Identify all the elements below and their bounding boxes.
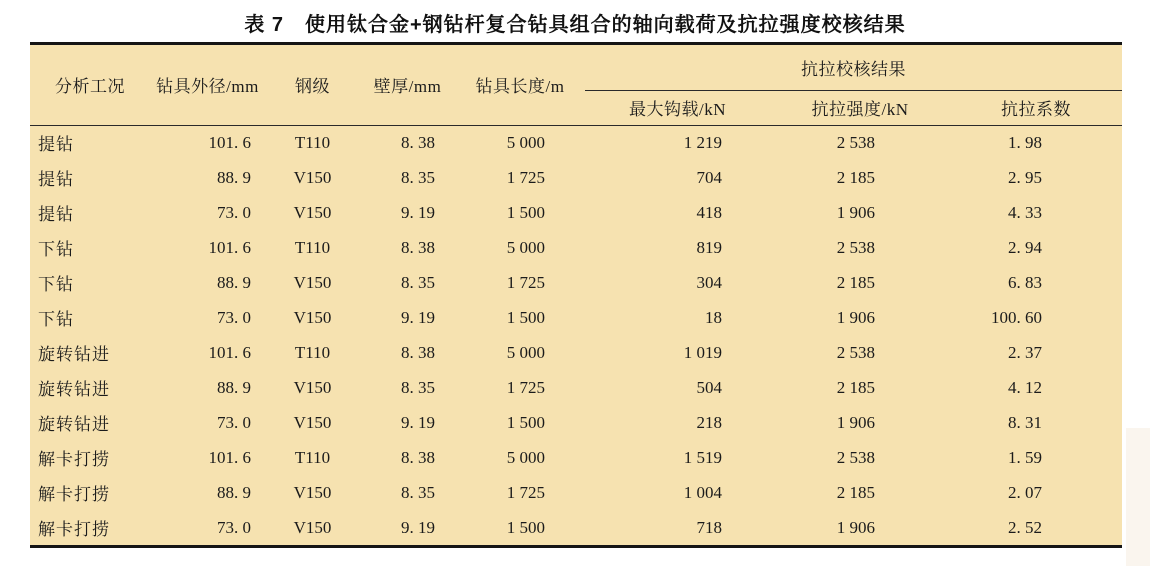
results-table — [30, 45, 1122, 545]
table-row — [30, 265, 1122, 300]
cell-max-hook-load-kn: 18 — [705, 307, 722, 327]
cell-wall-thickness-mm: 8. 35 — [401, 482, 435, 502]
col-header-tool-length: 钻具长度/m — [455, 45, 585, 125]
cell-tensile-strength-kn: 2 185 — [836, 272, 875, 292]
cell-tensile-strength-kn: 2 538 — [836, 237, 875, 257]
cell-steel-grade: T110 — [294, 447, 331, 467]
cell-outer-diameter-mm: 88. 9 — [217, 272, 251, 292]
cell-tool-length-m: 1 725 — [506, 272, 545, 292]
cell-tensile-strength-kn: 2 538 — [836, 342, 875, 362]
table-header — [30, 45, 1122, 125]
cell-outer-diameter-mm: 101. 6 — [208, 132, 251, 152]
cell-outer-diameter-mm: 73. 0 — [217, 307, 251, 327]
cell-tensile-safety-factor: 8. 31 — [1008, 412, 1042, 432]
cell-tool-length-m: 1 725 — [506, 377, 545, 397]
group-header-tensile-check: 抗拉校核结果 — [585, 45, 1122, 90]
col-header-tensile-strength: 抗拉强度/kN — [770, 90, 950, 125]
cell-wall-thickness-mm: 9. 19 — [401, 517, 435, 537]
cell-steel-grade: V150 — [293, 202, 332, 222]
cell-outer-diameter-mm: 88. 9 — [217, 167, 251, 187]
cell-outer-diameter-mm: 73. 0 — [217, 517, 251, 537]
cell-tensile-safety-factor: 2. 94 — [1008, 237, 1042, 257]
cell-tensile-strength-kn: 1 906 — [836, 202, 875, 222]
cell-tool-length-m: 1 725 — [506, 167, 545, 187]
cell-tensile-strength-kn: 2 185 — [836, 482, 875, 502]
cell-condition: 提钻 — [38, 135, 74, 155]
cell-outer-diameter-mm: 101. 6 — [208, 342, 251, 362]
cell-wall-thickness-mm: 9. 19 — [401, 412, 435, 432]
cell-wall-thickness-mm: 8. 38 — [401, 237, 435, 257]
cell-outer-diameter-mm: 101. 6 — [208, 447, 251, 467]
cell-max-hook-load-kn: 1 019 — [683, 342, 722, 362]
results-table-panel — [30, 42, 1122, 548]
col-header-wall-thickness: 壁厚/mm — [360, 45, 455, 125]
cell-max-hook-load-kn: 504 — [696, 377, 722, 397]
cell-max-hook-load-kn: 1 519 — [683, 447, 722, 467]
cell-tool-length-m: 1 500 — [506, 517, 545, 537]
cell-tensile-safety-factor: 2. 95 — [1008, 167, 1042, 187]
table-row — [30, 510, 1122, 545]
cell-outer-diameter-mm: 88. 9 — [217, 377, 251, 397]
cell-max-hook-load-kn: 1 219 — [683, 132, 722, 152]
cell-steel-grade: V150 — [293, 517, 332, 537]
header-row-1 — [30, 45, 1122, 90]
cell-max-hook-load-kn: 704 — [696, 167, 722, 187]
table-title: 表 7 使用钛合金+钢钻杆复合钻具组合的轴向载荷及抗拉强度校核结果 — [244, 14, 906, 36]
col-header-steel-grade: 钢级 — [265, 45, 360, 125]
cell-wall-thickness-mm: 8. 35 — [401, 167, 435, 187]
table-row — [30, 160, 1122, 195]
scan-artifact — [1126, 428, 1150, 566]
cell-steel-grade: V150 — [293, 272, 332, 292]
table-row — [30, 195, 1122, 230]
cell-tool-length-m: 1 725 — [506, 482, 545, 502]
cell-tensile-safety-factor: 1. 59 — [1008, 447, 1042, 467]
table-row — [30, 125, 1122, 160]
cell-tensile-strength-kn: 1 906 — [836, 307, 875, 327]
cell-condition: 旋转钻进 — [38, 415, 110, 434]
table-row — [30, 440, 1122, 475]
cell-outer-diameter-mm: 73. 0 — [217, 412, 251, 432]
col-header-condition: 分析工况 — [30, 45, 150, 125]
cell-tensile-safety-factor: 2. 37 — [1008, 342, 1042, 362]
cell-tool-length-m: 1 500 — [506, 202, 545, 222]
cell-condition: 下钻 — [38, 240, 74, 259]
cell-steel-grade: T110 — [294, 342, 331, 362]
cell-tool-length-m: 1 500 — [506, 412, 545, 432]
cell-tensile-safety-factor: 2. 07 — [1008, 482, 1042, 502]
cell-tensile-safety-factor: 2. 52 — [1008, 517, 1042, 537]
cell-tool-length-m: 5 000 — [506, 132, 545, 152]
cell-max-hook-load-kn: 418 — [696, 202, 722, 222]
cell-outer-diameter-mm: 88. 9 — [217, 482, 251, 502]
cell-tool-length-m: 5 000 — [506, 447, 545, 467]
cell-max-hook-load-kn: 819 — [696, 237, 722, 257]
cell-condition: 下钻 — [38, 275, 74, 294]
cell-wall-thickness-mm: 8. 35 — [401, 272, 435, 292]
cell-tensile-strength-kn: 1 906 — [836, 517, 875, 537]
cell-condition: 下钻 — [38, 310, 74, 329]
table-row — [30, 300, 1122, 335]
table-row — [30, 335, 1122, 370]
cell-steel-grade: V150 — [293, 167, 332, 187]
cell-condition: 旋转钻进 — [38, 345, 110, 364]
cell-condition: 解卡打捞 — [38, 520, 110, 539]
cell-outer-diameter-mm: 101. 6 — [208, 237, 251, 257]
col-header-tensile-factor: 抗拉系数 — [950, 90, 1122, 125]
table-row — [30, 230, 1122, 265]
cell-condition: 提钻 — [38, 205, 74, 224]
cell-tool-length-m: 1 500 — [506, 307, 545, 327]
cell-tool-length-m: 5 000 — [506, 342, 545, 362]
cell-wall-thickness-mm: 9. 19 — [401, 307, 435, 327]
col-header-outer-diameter: 钻具外径/mm — [150, 45, 265, 125]
cell-tensile-strength-kn: 2 185 — [836, 377, 875, 397]
cell-steel-grade: V150 — [293, 377, 332, 397]
cell-tensile-strength-kn: 1 906 — [836, 412, 875, 432]
table-row — [30, 370, 1122, 405]
cell-tensile-strength-kn: 2 538 — [836, 132, 875, 152]
cell-steel-grade: V150 — [293, 482, 332, 502]
col-header-max-hook-load: 最大钩载/kN — [585, 90, 770, 125]
cell-steel-grade: V150 — [293, 307, 332, 327]
cell-tool-length-m: 5 000 — [506, 237, 545, 257]
cell-tensile-safety-factor: 1. 98 — [1008, 132, 1042, 152]
cell-tensile-strength-kn: 2 538 — [836, 447, 875, 467]
cell-wall-thickness-mm: 9. 19 — [401, 202, 435, 222]
cell-max-hook-load-kn: 218 — [696, 412, 722, 432]
cell-wall-thickness-mm: 8. 38 — [401, 132, 435, 152]
cell-steel-grade: T110 — [294, 132, 331, 152]
cell-wall-thickness-mm: 8. 38 — [401, 447, 435, 467]
cell-max-hook-load-kn: 718 — [696, 517, 722, 537]
cell-tensile-safety-factor: 6. 83 — [1008, 272, 1042, 292]
cell-steel-grade: V150 — [293, 412, 332, 432]
cell-max-hook-load-kn: 1 004 — [683, 482, 722, 502]
cell-condition: 解卡打捞 — [38, 485, 110, 504]
cell-tensile-safety-factor: 4. 33 — [1008, 202, 1042, 222]
cell-wall-thickness-mm: 8. 38 — [401, 342, 435, 362]
cell-outer-diameter-mm: 73. 0 — [217, 202, 251, 222]
cell-steel-grade: T110 — [294, 237, 331, 257]
cell-condition: 解卡打捞 — [38, 450, 110, 469]
cell-max-hook-load-kn: 304 — [696, 272, 722, 292]
cell-tensile-safety-factor: 4. 12 — [1008, 377, 1042, 397]
cell-condition: 旋转钻进 — [38, 380, 110, 399]
table-row — [30, 405, 1122, 440]
cell-condition: 提钻 — [38, 170, 74, 189]
cell-wall-thickness-mm: 8. 35 — [401, 377, 435, 397]
table-body — [30, 125, 1122, 545]
cell-tensile-safety-factor: 100. 60 — [991, 307, 1042, 327]
table-row — [30, 475, 1122, 510]
cell-tensile-strength-kn: 2 185 — [836, 167, 875, 187]
